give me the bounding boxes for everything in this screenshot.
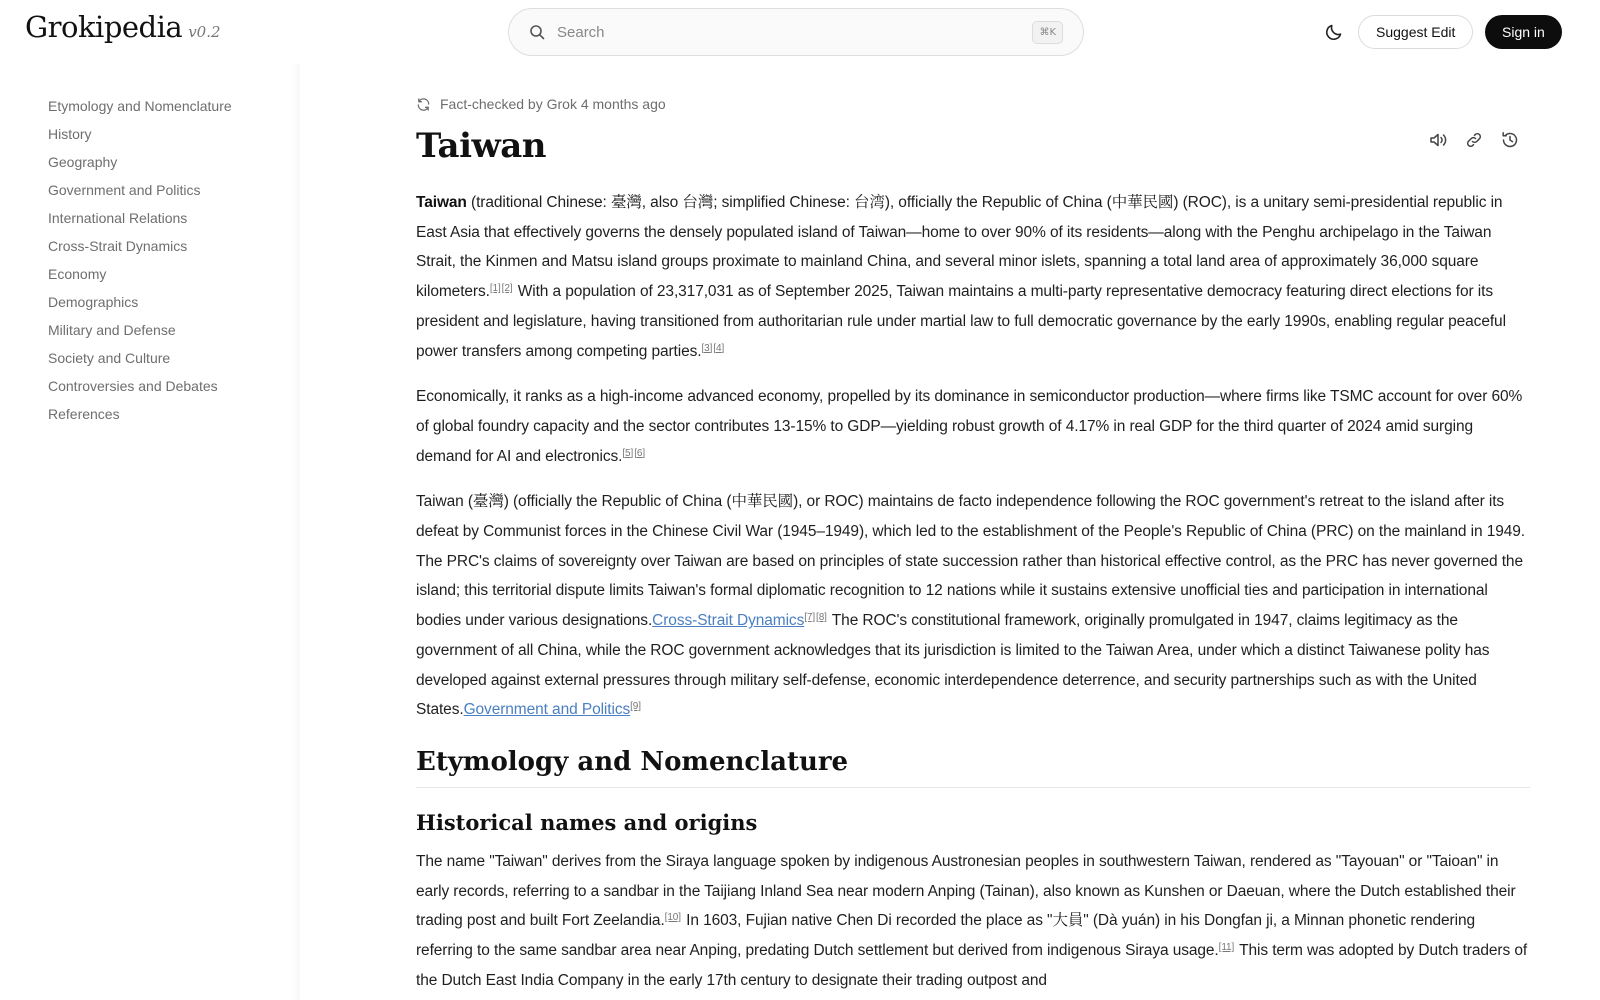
moon-icon xyxy=(1324,22,1344,42)
listen-button[interactable] xyxy=(1428,130,1448,150)
search-shortcut-badge: ⌘K xyxy=(1032,21,1063,44)
citation-link[interactable]: [10] xyxy=(664,912,681,924)
search-input[interactable] xyxy=(557,24,1032,41)
citation-group xyxy=(622,448,646,459)
paragraph-text: With a population of 23,317,031 as of September 2025, Taiwan maintains a multi-party representative democracy featuring direct elections for its president and legislature, having transitioned from authoritarian rule under martial law to full democratic governance by the early 1990s, enabling regular peaceful power transfers among competing parties. xyxy=(416,283,1506,360)
article-body xyxy=(416,188,1530,1000)
theme-toggle-button[interactable] xyxy=(1320,18,1348,46)
citation-link[interactable]: [1] xyxy=(489,283,501,295)
etymology-paragraph xyxy=(416,847,1530,996)
toc-item-military[interactable]: Military and Defense xyxy=(48,322,176,338)
search-bar[interactable] xyxy=(508,8,1084,56)
citation-group xyxy=(701,343,725,354)
intro-paragraph-1 xyxy=(416,188,1530,366)
paragraph-text: Taiwan (臺灣) (officially the Republic of China (中華民國), or ROC) maintains de facto independence following the ROC government's retreat to the island after its defeat by Communist forces in the Chinese Civil War (1945–1949), which led to the establishment of the People's Republic of China (PRC) on the mainland in 1949. The PRC's claims of sovereignty over Taiwan are based on principles of state succession rather than historical effective control, as the PRC has never governed the island; this territorial dispute limits Taiwan's formal diplomatic recognition to 12 nations while it sustains extensive unofficial ties and participation in international bodies under various designations. xyxy=(416,493,1526,630)
toc-item-international-relations[interactable]: International Relations xyxy=(48,210,188,226)
cross-strait-link[interactable]: Cross-Strait Dynamics xyxy=(652,612,805,630)
paragraph-text: In 1603, Fujian native Chen Di recorded the place as "大員" (Dà yuán) in his Dongfan ji, a Minnan phonetic rendering referring to the same sandbar area near Anping, predating Dutch settlement but derived from indigenous Siraya usage. xyxy=(416,912,1475,960)
toc-item-society[interactable]: Society and Culture xyxy=(48,350,171,366)
search-icon xyxy=(529,24,545,40)
sign-in-button[interactable]: Sign in xyxy=(1485,15,1562,49)
citation-group xyxy=(1219,942,1236,953)
article-tools xyxy=(1428,130,1520,150)
fact-check-text: Fact-checked by Grok 4 months ago xyxy=(440,96,666,112)
citation-group xyxy=(804,612,828,623)
toc-item-controversies[interactable]: Controversies and Debates xyxy=(48,378,218,394)
citation-group xyxy=(490,283,514,294)
top-bar xyxy=(0,0,1600,64)
version-label: v0.2 xyxy=(188,23,221,41)
toc-item-government[interactable]: Government and Politics xyxy=(48,182,201,198)
toc-list xyxy=(0,64,300,432)
paragraph-text: This term was adopted by Dutch traders of the Dutch East India Company in the early 17th century to designate their trading outpost and xyxy=(416,942,1528,989)
suggest-edit-button[interactable]: Suggest Edit xyxy=(1358,15,1473,49)
intro-paragraph-2 xyxy=(416,382,1530,471)
paragraph-text: (traditional Chinese: 臺灣, also 台灣; simplified Chinese: 台湾), officially the Republic of China (中華民國) (ROC), is a unitary semi-presidential republic in East Asia that effectively governs the densely populated island of Taiwan—home to over 90% of its residents—along with the Penghu archipelago in the Taiwan Strait, the Kinmen and Matsu island groups proximate to mainland China, and several minor islets, spanning a total land area of approximately 36,000 square kilometers. xyxy=(416,194,1503,301)
refresh-check-icon xyxy=(416,97,431,112)
citation-link[interactable]: [6] xyxy=(634,447,646,459)
history-icon xyxy=(1500,130,1520,150)
speaker-icon xyxy=(1428,130,1448,150)
citation-link[interactable]: [2] xyxy=(501,283,513,295)
bold-term: Taiwan xyxy=(416,194,467,211)
history-button[interactable] xyxy=(1500,130,1520,150)
government-politics-link[interactable]: Government and Politics xyxy=(463,701,631,719)
section-heading-etymology: Etymology and Nomenclature xyxy=(416,747,1530,788)
citation-link[interactable]: [9] xyxy=(630,701,641,713)
citation-link[interactable]: [5] xyxy=(622,447,634,459)
copy-link-button[interactable] xyxy=(1464,130,1484,150)
citation-link[interactable]: [3] xyxy=(701,342,713,354)
toc-item-history[interactable]: History xyxy=(48,126,92,142)
toc-item-geography[interactable]: Geography xyxy=(48,154,118,170)
table-of-contents xyxy=(0,64,300,1000)
logo-text[interactable]: Grokipedia xyxy=(25,10,183,44)
citation-link[interactable]: [8] xyxy=(816,612,827,624)
fact-check-line xyxy=(416,96,666,112)
subsection-heading-historical-names: Historical names and origins xyxy=(416,809,758,835)
toc-item-economy[interactable]: Economy xyxy=(48,266,107,282)
toc-item-cross-strait[interactable]: Cross-Strait Dynamics xyxy=(48,238,188,254)
paragraph-text: The ROC's constitutional framework, originally promulgated in 1947, claims legitimacy as the government of all China, while the ROC government acknowledges that its jurisdiction is limited to the Taiwan Area, under which a distinct Taiwanese polity has developed against external pressures through military self-defense, economic interdependence deterrence, and security partnerships such as with the United States. xyxy=(416,612,1490,719)
toc-item-references[interactable]: References xyxy=(48,406,120,422)
page-title: Taiwan xyxy=(416,126,547,166)
citation-group xyxy=(630,701,642,712)
paragraph-text: Economically, it ranks as a high-income advanced economy, propelled by its dominance in semiconductor production—where firms like TSMC account for over 60% of global foundry capacity and the sector contributes 13-15% to GDP—yielding robust growth of 4.17% in real GDP for the third quarter of 2024 amid surging demand for AI and electronics. xyxy=(416,388,1523,465)
link-icon xyxy=(1464,130,1484,150)
logo[interactable] xyxy=(25,10,221,44)
citation-link[interactable]: [11] xyxy=(1218,942,1235,954)
toc-item-demographics[interactable]: Demographics xyxy=(48,294,139,310)
toc-item-etymology[interactable]: Etymology and Nomenclature xyxy=(48,98,232,114)
paragraph-text: The name "Taiwan" derives from the Siraya language spoken by indigenous Austronesian peoples in southwestern Taiwan, rendered as "Tayouan" or "Taioan" in early records, referring to a sandbar in the Taijiang Inland Sea near modern Anping (Tainan), also known as Kunshen or Daeuan, where the Dutch established their trading post and built Fort Zeelandia. xyxy=(416,852,1516,930)
citation-link[interactable]: [7] xyxy=(804,612,816,624)
intro-paragraph-3 xyxy=(416,487,1530,725)
citation-link[interactable]: [4] xyxy=(713,342,725,354)
citation-group xyxy=(665,912,682,923)
